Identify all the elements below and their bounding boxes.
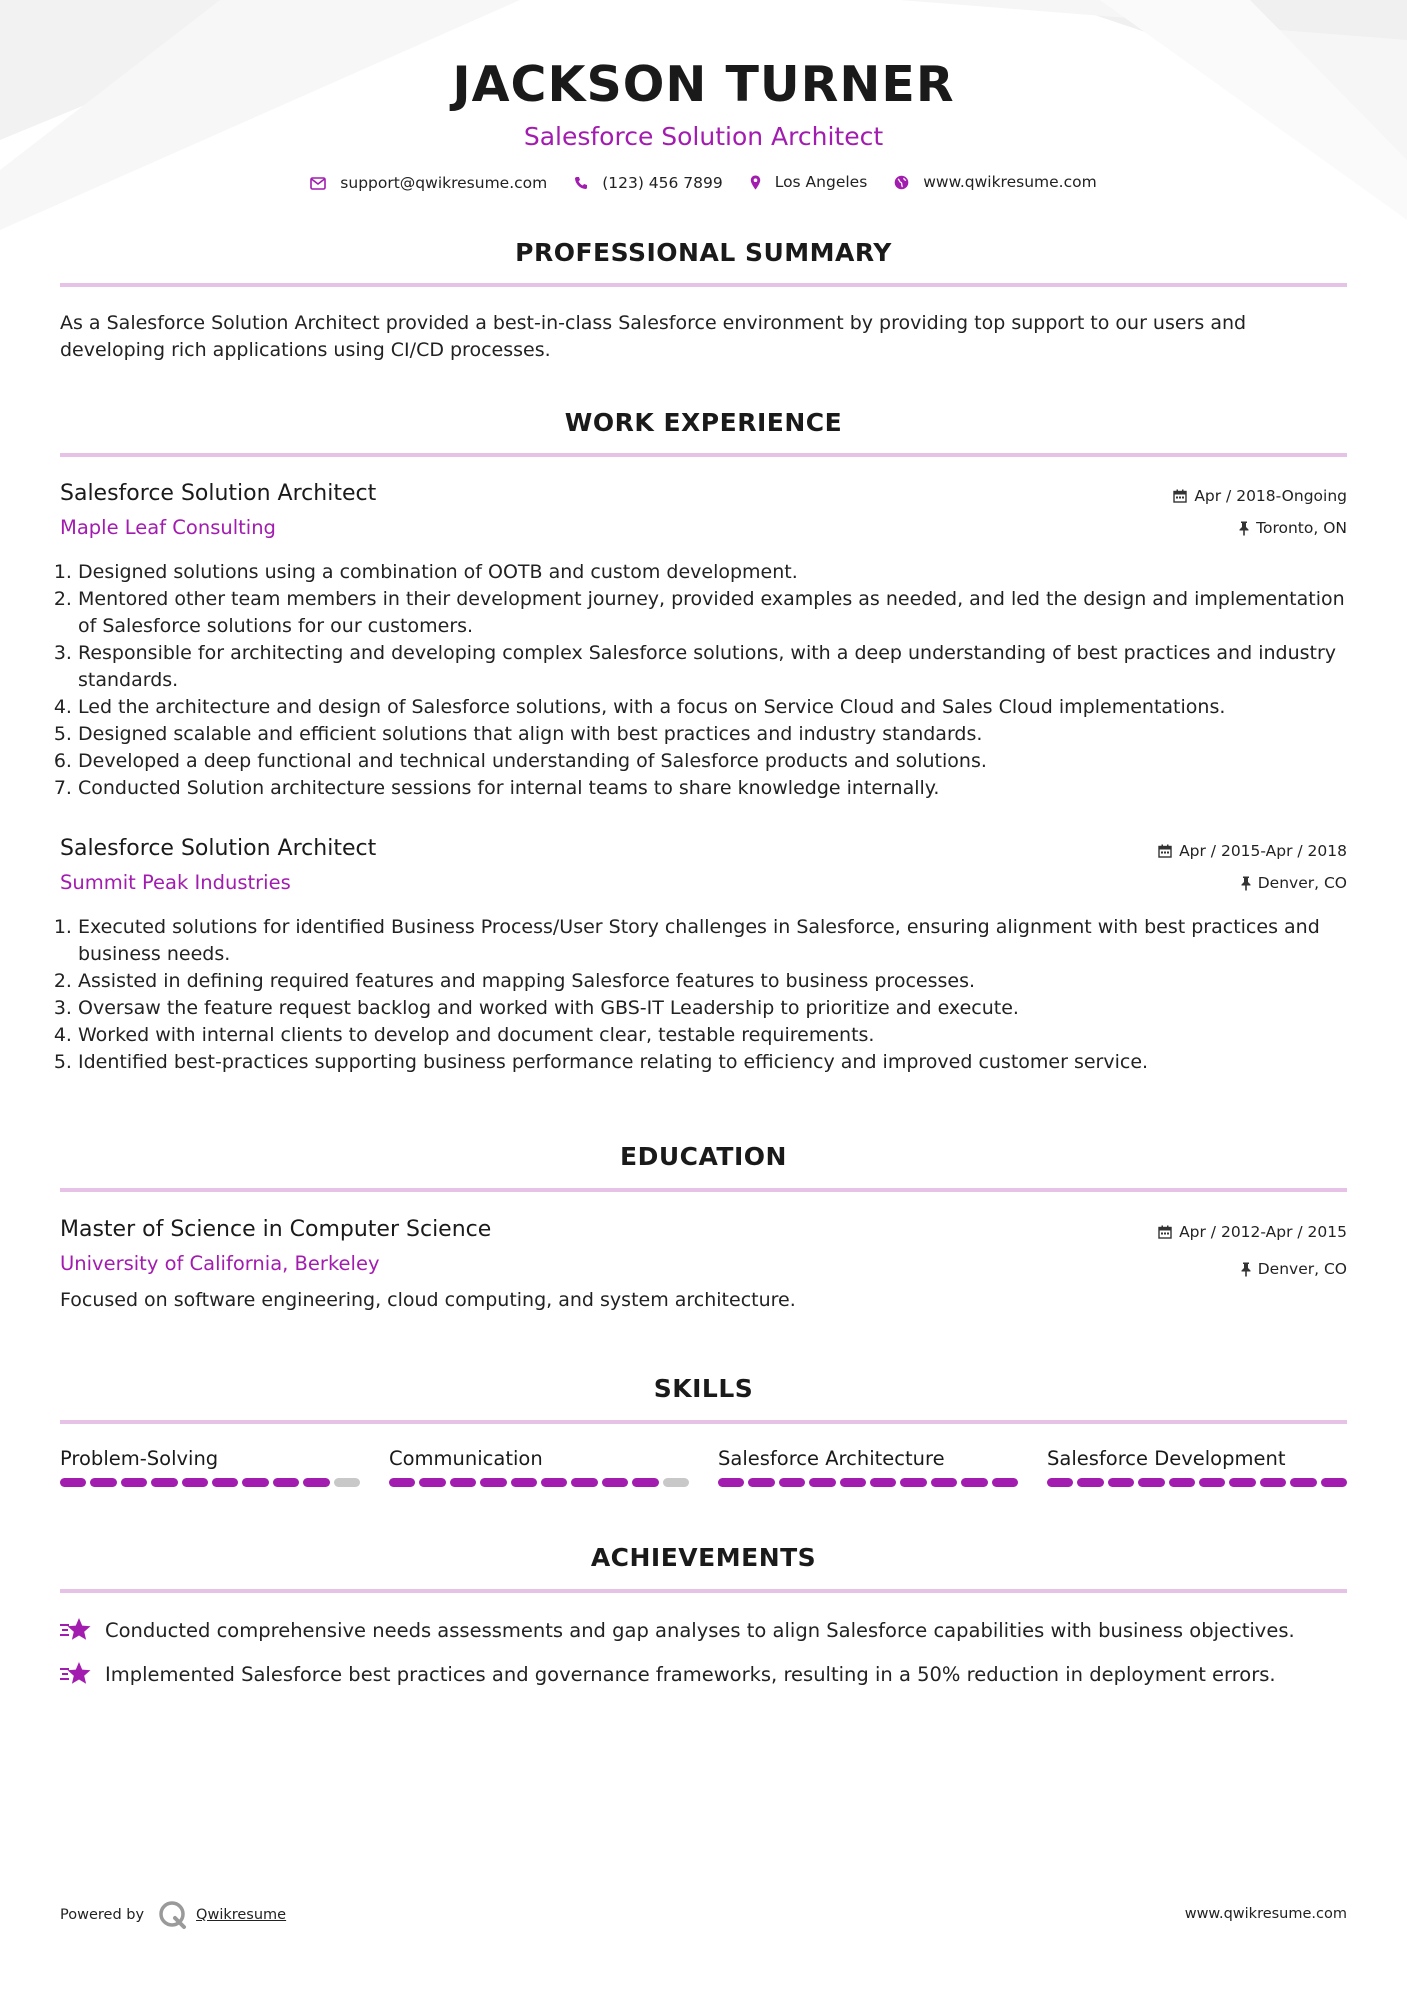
skill-level-segment (602, 1478, 628, 1487)
experience-heading: WORK EXPERIENCE (564, 408, 843, 437)
skill-level-segment (663, 1478, 689, 1487)
calendar-icon (1173, 489, 1187, 503)
skill-level-segment (718, 1478, 744, 1487)
skill-item (718, 1447, 1018, 1487)
pushpin-icon (1239, 521, 1249, 536)
contact-phone-text: (123) 456 7899 (602, 173, 723, 192)
footer-website[interactable]: www.qwikresume.com (1184, 1906, 1347, 1922)
email-icon (310, 177, 326, 190)
skill-level-segment (334, 1478, 360, 1487)
star-icon (60, 1617, 93, 1643)
job-location-text: Toronto, ON (1256, 519, 1347, 537)
education-date-text: Apr / 2012-Apr / 2015 (1179, 1223, 1347, 1241)
skill-level-segment (1138, 1478, 1164, 1487)
skill-item (389, 1447, 689, 1487)
skill-level-segment (90, 1478, 116, 1487)
list-item: 5. Identified best-practices supporting business performance relating to efficiency and improved customer service. (78, 1049, 1347, 1076)
skill-name: Salesforce Architecture (718, 1447, 945, 1470)
candidate-name: JACKSON TURNER (452, 56, 955, 113)
skill-item (1047, 1447, 1347, 1487)
skill-level-segment (450, 1478, 476, 1487)
experience-divider (60, 453, 1347, 457)
achievement-item (60, 1617, 1347, 1643)
list-item: 7. Conducted Solution architecture sessions for internal teams to share knowledge internally. (78, 775, 1347, 802)
achievement-text: Conducted comprehensive needs assessments and gap analyses to align Salesforce capabilities with business objectives. (105, 1618, 1295, 1642)
summary-divider (60, 283, 1347, 287)
job-date (1158, 842, 1347, 860)
education-location-text: Denver, CO (1257, 1260, 1347, 1278)
skill-level-segment (389, 1478, 415, 1487)
list-item: 5. Designed scalable and efficient solutions that align with best practices and industry standards. (78, 721, 1347, 748)
skill-level-bar (718, 1478, 1018, 1487)
skill-level-segment (303, 1478, 329, 1487)
degree-title: Master of Science in Computer Science (60, 1217, 492, 1242)
list-item: 2. Assisted in defining required features and mapping Salesforce features to business processes. (78, 968, 1347, 995)
achievement-item (60, 1661, 1347, 1687)
skill-level-bar (60, 1478, 360, 1487)
powered-by-label: Powered by (60, 1907, 145, 1923)
list-item: 6. Developed a deep functional and technical understanding of Salesforce products and solutions. (78, 748, 1347, 775)
qwikresume-link[interactable]: Qwikresume (196, 1907, 287, 1923)
skill-name: Problem-Solving (60, 1447, 219, 1470)
job-date (1173, 487, 1347, 505)
skill-level-segment (840, 1478, 866, 1487)
skill-level-segment (931, 1478, 957, 1487)
skill-level-segment (748, 1478, 774, 1487)
contact-website[interactable] (894, 173, 1096, 191)
skill-level-segment (1321, 1478, 1347, 1487)
list-item: 1. Executed solutions for identified Business Process/User Story challenges in Salesforce, ensuring alignment with best practices and business needs. (78, 914, 1347, 968)
phone-icon (574, 176, 588, 190)
job-location (1239, 519, 1347, 537)
education-location (1241, 1260, 1347, 1278)
summary-heading: PROFESSIONAL SUMMARY (515, 238, 892, 267)
contact-website-text: www.qwikresume.com (923, 173, 1097, 191)
skill-level-segment (1047, 1478, 1073, 1487)
skill-level-segment (992, 1478, 1018, 1487)
skill-name: Communication (389, 1447, 543, 1470)
candidate-title: Salesforce Solution Architect (523, 122, 884, 151)
job-company: Summit Peak Industries (60, 871, 291, 894)
skill-level-segment (571, 1478, 597, 1487)
skill-level-segment (779, 1478, 805, 1487)
job-location (1241, 874, 1347, 892)
skill-level-segment (541, 1478, 567, 1487)
contact-phone[interactable] (574, 174, 723, 192)
skill-level-segment (1290, 1478, 1316, 1487)
skill-level-bar (389, 1478, 689, 1487)
skill-name: Salesforce Development (1047, 1447, 1286, 1470)
skills-heading: SKILLS (653, 1374, 754, 1403)
list-item: 2. Mentored other team members in their development journey, provided examples as needed, and led the design and implementation of Salesforce solutions for our customers. (78, 586, 1347, 640)
skill-level-segment (961, 1478, 987, 1487)
contact-location (750, 173, 868, 191)
job-bullets (60, 914, 1347, 1076)
skill-level-segment (151, 1478, 177, 1487)
skill-level-segment (1108, 1478, 1134, 1487)
achievements-heading: ACHIEVEMENTS (590, 1543, 817, 1572)
skill-item (60, 1447, 360, 1487)
contact-email-text: support@qwikresume.com (340, 174, 548, 192)
job-date-text: Apr / 2018-Ongoing (1194, 487, 1347, 505)
skill-level-segment (121, 1478, 147, 1487)
skill-level-segment (242, 1478, 268, 1487)
skills-list (60, 1447, 1347, 1487)
skills-divider (60, 1420, 1347, 1424)
skill-level-segment (1077, 1478, 1103, 1487)
skill-level-segment (419, 1478, 445, 1487)
achievement-text: Implemented Salesforce best practices and governance frameworks, resulting in a 50% reduction in deployment errors. (105, 1662, 1276, 1686)
skill-level-segment (1169, 1478, 1195, 1487)
skill-level-segment (212, 1478, 238, 1487)
job-location-text: Denver, CO (1257, 874, 1347, 892)
education-description: Focused on software engineering, cloud computing, and system architecture. (60, 1289, 796, 1311)
skill-level-segment (870, 1478, 896, 1487)
skill-level-segment (511, 1478, 537, 1487)
job-company: Maple Leaf Consulting (60, 516, 276, 539)
skill-level-segment (480, 1478, 506, 1487)
calendar-icon (1158, 1225, 1172, 1239)
achievements-divider (60, 1589, 1347, 1593)
education-entry (60, 1217, 1347, 1327)
calendar-icon (1158, 844, 1172, 858)
pushpin-icon (1241, 876, 1251, 891)
summary-text: As a Salesforce Solution Architect provided a best-in-class Salesforce environment by providing top support to our users and developing rich applications using CI/CD processes. (60, 312, 1247, 361)
skill-level-segment (1229, 1478, 1255, 1487)
location-pin-icon (750, 175, 761, 190)
contact-bar (60, 173, 1347, 194)
list-item: 4. Led the architecture and design of Salesforce solutions, with a focus on Service Cloud and Sales Cloud implementations. (78, 694, 1347, 721)
job-bullets (60, 559, 1347, 802)
education-heading: EDUCATION (620, 1142, 787, 1171)
skill-level-segment (60, 1478, 86, 1487)
skill-level-segment (1199, 1478, 1225, 1487)
list-item: 3. Oversaw the feature request backlog and worked with GBS-IT Leadership to prioritize and execute. (78, 995, 1347, 1022)
skill-level-segment (273, 1478, 299, 1487)
skill-level-segment (809, 1478, 835, 1487)
job-title: Salesforce Solution Architect (60, 481, 377, 506)
skill-level-segment (1260, 1478, 1286, 1487)
list-item: 3. Responsible for architecting and developing complex Salesforce solutions, with a deep understanding of best practices and industry standards. (78, 640, 1347, 694)
job-title: Salesforce Solution Architect (60, 836, 377, 861)
skill-level-bar (1047, 1478, 1347, 1487)
education-date (1158, 1223, 1347, 1241)
skill-level-segment (900, 1478, 926, 1487)
contact-location-text: Los Angeles (774, 173, 868, 191)
job-date-text: Apr / 2015-Apr / 2018 (1179, 842, 1347, 860)
skill-level-segment (632, 1478, 658, 1487)
job-entry-1 (60, 481, 1347, 811)
job-entry-2 (60, 836, 1347, 1086)
school-name: University of California, Berkeley (60, 1252, 380, 1275)
contact-email[interactable] (310, 174, 547, 192)
pushpin-icon (1241, 1262, 1251, 1277)
list-item: 4. Worked with internal clients to develop and document clear, testable requirements. (78, 1022, 1347, 1049)
globe-icon (894, 175, 909, 190)
star-icon (60, 1661, 93, 1687)
skill-level-segment (182, 1478, 208, 1487)
list-item: 1. Designed solutions using a combination of OOTB and custom development. (78, 559, 1347, 586)
education-divider (60, 1188, 1347, 1192)
